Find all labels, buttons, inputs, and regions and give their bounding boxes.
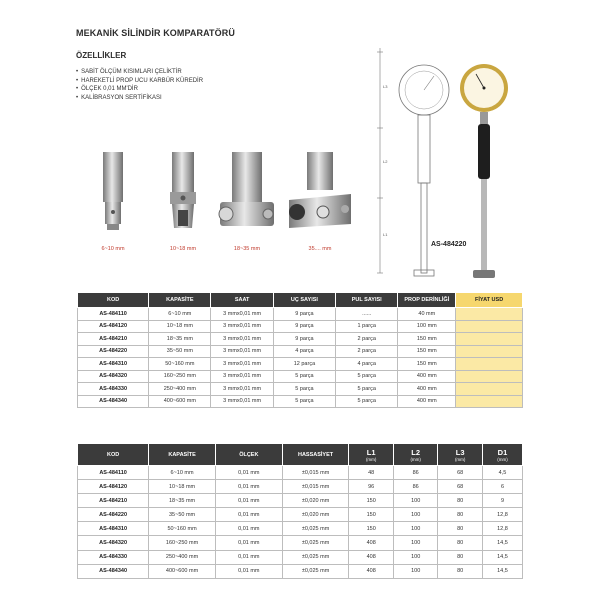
- table-cell: 6~10 mm: [149, 466, 216, 480]
- table-cell: 100: [393, 508, 438, 522]
- table-cell: 4 parça: [336, 358, 398, 371]
- table-cell: 86: [393, 480, 438, 494]
- table-cell: 5 parça: [273, 370, 335, 383]
- table-cell: 9 parça: [273, 320, 335, 333]
- table-cell: 3 mmx0,01 mm: [211, 333, 273, 346]
- table-cell: 0,01 mm: [215, 480, 282, 494]
- col-header-label: L3: [455, 447, 465, 457]
- table-header-row: [78, 293, 523, 308]
- product-code-cell: AS-484120: [78, 320, 149, 333]
- feature-item: • SABİT ÖLÇÜM KISIMLARI ÇELİKTİR: [76, 68, 203, 77]
- table-cell: 100: [393, 494, 438, 508]
- table-cell: 150 mm: [398, 358, 456, 371]
- table-cell: 80: [438, 550, 483, 564]
- photo-caption: 10~18 mm: [169, 246, 197, 252]
- table-cell: 3 mmx0,01 mm: [211, 358, 273, 371]
- table-row: [78, 370, 523, 383]
- table-cell: 400 mm: [398, 370, 456, 383]
- product-code-cell: AS-484110: [78, 308, 149, 321]
- table-cell: 1 parça: [336, 320, 398, 333]
- table-cell: 150 mm: [398, 345, 456, 358]
- price-cell: [456, 383, 523, 396]
- product-code-cell: AS-484220: [78, 345, 149, 358]
- table-cell: 2 parça: [336, 333, 398, 346]
- table-cell: 9: [482, 494, 522, 508]
- col-header: KOD: [78, 444, 149, 466]
- table-cell: 400 mm: [398, 383, 456, 396]
- table-cell: 3 mmx0,01 mm: [211, 383, 273, 396]
- probe-photo-35: [285, 150, 355, 245]
- table-cell: 80: [438, 564, 483, 578]
- table-row: [78, 550, 523, 564]
- features-heading: ÖZELLİKLER: [76, 51, 127, 60]
- table-row: [78, 358, 523, 371]
- product-code-cell: AS-484310: [78, 358, 149, 371]
- price-cell: [456, 308, 523, 321]
- table-cell: 50~160 mm: [149, 358, 211, 371]
- product-code-cell: AS-484320: [78, 370, 149, 383]
- table-cell: ±0,025 mm: [282, 536, 349, 550]
- col-header: UÇ SAYISI: [273, 293, 335, 308]
- table-cell: 10~18 mm: [149, 480, 216, 494]
- price-cell: [456, 345, 523, 358]
- product-code-cell: AS-484310: [78, 522, 149, 536]
- table-cell: 250~400 mm: [149, 383, 211, 396]
- col-header: [349, 444, 394, 466]
- table-cell: 4,5: [482, 466, 522, 480]
- table-cell: 35~50 mm: [149, 345, 211, 358]
- col-header-unit: (mm): [410, 456, 421, 462]
- table-cell: 12 parça: [273, 358, 335, 371]
- table-cell: 40 mm: [398, 308, 456, 321]
- table-cell: 400~600 mm: [149, 395, 211, 408]
- product-code-cell: AS-484110: [78, 466, 149, 480]
- product-code-cell: AS-484320: [78, 536, 149, 550]
- table-row: [78, 466, 523, 480]
- table-cell: 68: [438, 480, 483, 494]
- product-code-cell: AS-484210: [78, 333, 149, 346]
- table-cell: 100: [393, 522, 438, 536]
- table-cell: 0,01 mm: [215, 466, 282, 480]
- model-label: AS-484220: [431, 241, 467, 248]
- table-cell: 100: [393, 550, 438, 564]
- table-cell: 86: [393, 466, 438, 480]
- table-cell: 3 mmx0,01 mm: [211, 345, 273, 358]
- table-row: [78, 308, 523, 321]
- product-code-cell: AS-484340: [78, 564, 149, 578]
- table-cell: 100: [393, 564, 438, 578]
- table-cell: 0,01 mm: [215, 508, 282, 522]
- photo-caption: 35.... mm: [308, 246, 332, 252]
- table-cell: ±0,015 mm: [282, 466, 349, 480]
- price-cell: [456, 358, 523, 371]
- table-cell: 80: [438, 508, 483, 522]
- table-cell: 18~35 mm: [149, 333, 211, 346]
- table-cell: 150: [349, 522, 394, 536]
- table-cell: 5 parça: [336, 383, 398, 396]
- table-cell: 0,01 mm: [215, 494, 282, 508]
- col-header: PROP DERİNLİĞİ: [398, 293, 456, 308]
- price-cell: [456, 370, 523, 383]
- col-header: KAPASİTE: [149, 293, 211, 308]
- table-cell: 14,5: [482, 536, 522, 550]
- table-cell: 250~400 mm: [149, 550, 216, 564]
- product-code-cell: AS-484120: [78, 480, 149, 494]
- table-header-row: [78, 444, 523, 466]
- col-header: [482, 444, 522, 466]
- table-cell: 150: [349, 494, 394, 508]
- table-cell: 100: [393, 536, 438, 550]
- dim-label: L2: [383, 159, 388, 164]
- table-cell: 96: [349, 480, 394, 494]
- table-cell: ±0,020 mm: [282, 508, 349, 522]
- table-cell: 68: [438, 466, 483, 480]
- feature-item: • HAREKETLİ PROP UCU KARBÜR KÜREDİR: [76, 77, 203, 86]
- table-cell: 5 parça: [336, 370, 398, 383]
- table-row: [78, 522, 523, 536]
- page-title: MEKANİK SİLİNDİR KOMPARATÖRÜ: [76, 28, 235, 38]
- table-cell: 5 parça: [273, 383, 335, 396]
- table-cell: 9 parça: [273, 333, 335, 346]
- table-cell: 80: [438, 522, 483, 536]
- table-cell: ±0,025 mm: [282, 522, 349, 536]
- col-header-unit: (mm): [497, 456, 508, 462]
- feature-item: • KALİBRASYON SERTİFİKASI: [76, 94, 203, 103]
- col-header-label: L1: [366, 447, 376, 457]
- col-header: PUL SAYISI: [336, 293, 398, 308]
- table-cell: ±0,015 mm: [282, 480, 349, 494]
- col-header: KOD: [78, 293, 149, 308]
- table-cell: 18~35 mm: [149, 494, 216, 508]
- col-header-price: FİYAT USD: [456, 293, 523, 308]
- photo-caption: 6~10 mm: [101, 246, 125, 252]
- price-table: [77, 292, 523, 408]
- table-cell: 408: [349, 550, 394, 564]
- table-cell: 6: [482, 480, 522, 494]
- col-header: ÖLÇEK: [215, 444, 282, 466]
- table-cell: 14,5: [482, 564, 522, 578]
- table-cell: 6~10 mm: [149, 308, 211, 321]
- table-row: [78, 383, 523, 396]
- table-cell: 2 parça: [336, 345, 398, 358]
- col-header-unit: (mm): [454, 456, 466, 462]
- col-header: HASSASİYET: [282, 444, 349, 466]
- table-row: [78, 345, 523, 358]
- table-cell: 50~160 mm: [149, 522, 216, 536]
- table-cell: ......: [336, 308, 398, 321]
- table-cell: 0,01 mm: [215, 550, 282, 564]
- probe-photo-10-18: [148, 150, 218, 245]
- product-code-cell: AS-484340: [78, 395, 149, 408]
- dim-label: L3: [383, 84, 388, 89]
- table-cell: 48: [349, 466, 394, 480]
- table-cell: 14,5: [482, 550, 522, 564]
- table-cell: 150: [349, 508, 394, 522]
- table-cell: 5 parça: [336, 395, 398, 408]
- table-cell: 3 mmx0,01 mm: [211, 308, 273, 321]
- table-cell: 160~250 mm: [149, 536, 216, 550]
- col-header: [438, 444, 483, 466]
- table-cell: 80: [438, 494, 483, 508]
- table-cell: 400 mm: [398, 395, 456, 408]
- product-code-cell: AS-484330: [78, 550, 149, 564]
- table-cell: 150 mm: [398, 333, 456, 346]
- table-cell: 400~600 mm: [149, 564, 216, 578]
- table-cell: 35~50 mm: [149, 508, 216, 522]
- table-cell: 12,8: [482, 522, 522, 536]
- table-cell: ±0,025 mm: [282, 564, 349, 578]
- table-cell: 80: [438, 536, 483, 550]
- product-code-cell: AS-484330: [78, 383, 149, 396]
- col-header: SAAT: [211, 293, 273, 308]
- price-cell: [456, 333, 523, 346]
- table-cell: 408: [349, 536, 394, 550]
- table-cell: 12,8: [482, 508, 522, 522]
- table-cell: 160~250 mm: [149, 370, 211, 383]
- table-cell: 3 mmx0,01 mm: [211, 395, 273, 408]
- product-code-cell: AS-484210: [78, 494, 149, 508]
- table-row: [78, 395, 523, 408]
- table-cell: 0,01 mm: [215, 564, 282, 578]
- col-header: KAPASİTE: [149, 444, 216, 466]
- dim-label: L1: [383, 232, 388, 237]
- table-cell: 9 parça: [273, 308, 335, 321]
- probe-photo-6-10: [78, 150, 148, 245]
- feature-item: • ÖLÇEK 0,01 MM'DİR: [76, 85, 203, 94]
- product-code-cell: AS-484220: [78, 508, 149, 522]
- table-cell: 0,01 mm: [215, 522, 282, 536]
- col-header: [393, 444, 438, 466]
- table-row: [78, 333, 523, 346]
- table-row: [78, 564, 523, 578]
- table-cell: ±0,025 mm: [282, 550, 349, 564]
- table-cell: 100 mm: [398, 320, 456, 333]
- table-row: [78, 480, 523, 494]
- table-cell: 408: [349, 564, 394, 578]
- table-row: [78, 320, 523, 333]
- probe-photo-18-35: [212, 150, 282, 245]
- table-cell: 4 parça: [273, 345, 335, 358]
- table-cell: 0,01 mm: [215, 536, 282, 550]
- table-row: [78, 494, 523, 508]
- col-header-unit: (mm): [365, 456, 377, 462]
- price-cell: [456, 395, 523, 408]
- table-row: [78, 508, 523, 522]
- table-cell: ±0,020 mm: [282, 494, 349, 508]
- table-cell: 5 parça: [273, 395, 335, 408]
- table-row: [78, 536, 523, 550]
- col-header-label: L2: [411, 447, 421, 457]
- spec-table: [77, 443, 523, 579]
- price-cell: [456, 320, 523, 333]
- photo-caption: 18~35 mm: [233, 246, 261, 252]
- table-cell: 3 mmx0,01 mm: [211, 320, 273, 333]
- table-cell: 10~18 mm: [149, 320, 211, 333]
- features-list: [76, 68, 203, 102]
- table-cell: 3 mmx0,01 mm: [211, 370, 273, 383]
- col-header-label: D1: [497, 447, 508, 457]
